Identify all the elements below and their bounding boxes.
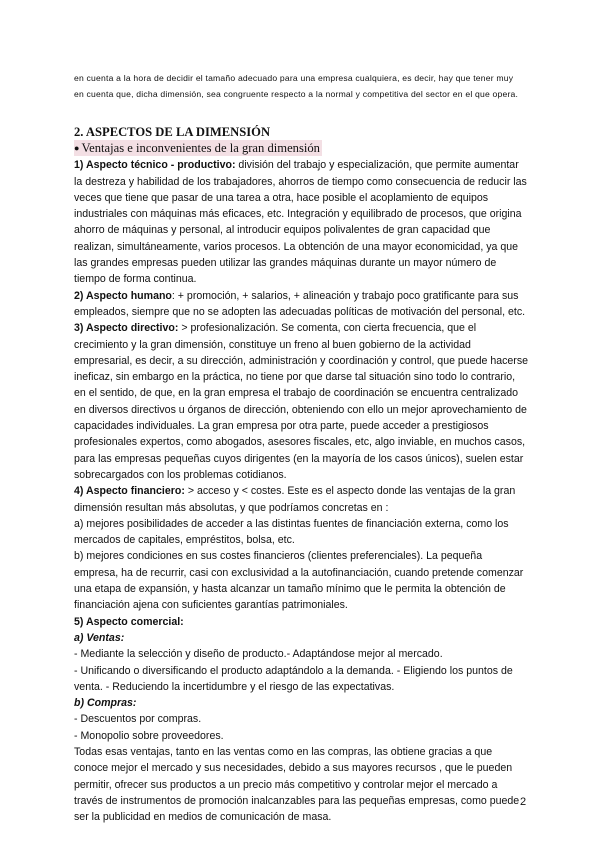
subsection-heading	[74, 140, 322, 156]
text-financiero: > acceso y < costes. Este es el aspecto donde las ventajas de la gran dimensión resultan más absolutas, y que podríamos concretas en :	[74, 485, 516, 514]
ventas-heading: a) Ventas:	[74, 631, 125, 644]
conclusion-paragraph: Todas esas ventajas, tanto en las ventas como en las compras, las obtiene gracias a que conoce mejor el mercado y sus necesidades, debido a sus mayores recursos , que le pueden permitir, ofrecer sus productos a un precio más competitivo y controlar mejor el mercado a través de instrumentos de promoción inalcanzables para las pequeñas empresas, como puede ser la publicidad en medios de comunicación de masa.	[74, 745, 520, 824]
intro-paragraph: en cuenta a la hora de decidir el tamaño adecuado para una empresa cualquiera, es decir, hay que tener muy en cuenta que, dicha dimensión, sea congruente respecto a la normal y competitiva del sector en el que opera.	[74, 73, 519, 99]
section-title: 2. ASPECTOS DE LA DIMENSIÓN	[74, 125, 271, 139]
financiero-item-b: b) mejores condiciones en sus costes financieros (clientes preferenciales). La pequeña empresa, ha de recurrir, casi con exclusividad a la autofinanciación, cuando pretende comenzar una etapa de expansión, y hasta alcanzar un tamaño mínimo que le permita la obtención de financiación ajena con suficientes garantías patrimoniales.	[74, 550, 524, 612]
compras-item: - Monopolio sobre proveedores.	[74, 729, 224, 742]
financiero-item-a: a) mejores posibilidades de acceder a las distintas fuentes de financiación externa, como los mercados de capitales, empréstitos, bolsa, etc.	[74, 517, 509, 547]
text-tecnico: división del trabajo y especialización, que permite aumentar la destreza y habilidad de los trabajadores, ahorros de tiempo como consecuencia de reducir las veces que tiene que pasar de una tarea a otra, hace posible el acoplamiento de equipos industriales con máquinas más eficaces, etc. Integración y equilibrado de procesos, que origina ahorro de máquinas y personal, al introducir equipos polivalentes de gran capacidad que realizan, simultáneamente, varios procesos. La obtención de una mayor economicidad, ya que las grandes empresas pueden utilizar las grandes máquinas durante un mayor número de tiempo de forma continua.	[74, 159, 527, 286]
bullet-icon: ●	[74, 143, 80, 153]
label-humano: 2) Aspecto humano	[74, 289, 172, 302]
ventas-item: - Mediante la selección y diseño de producto.- Adaptándose mejor al mercado.	[74, 648, 443, 661]
text-directivo: > profesionalización. Se comenta, con cierta frecuencia, que el crecimiento y la gran dimensión, constituye un freno al buen gobierno de la actividad empresarial, es decir, a su dirección, administración y coordinación y control, que puede hacerse ineficaz, sin embargo en la práctica, no tiene por que darse tal situación sino todo lo contrario, en el sentido, de que, en la gran empresa el trabajo de coordinación se encuentra centralizado en diversos directivos u órganos de dirección, obteniendo con ello un mejor aprovechamiento de capacidades individuales. La gran empresa por otra parte, puede acceder a prestigiosos profesionales expertos, como abogados, asesores fiscales, etc, algo inviable, en muchos casos, para las empresas pequeñas cuyos dirigentes (en la mayoría de los casos únicos), suelen estar sobrecargados con los problemas cotidianos.	[74, 322, 529, 481]
compras-heading: b) Compras:	[74, 697, 137, 710]
label-comercial: 5) Aspecto comercial:	[74, 615, 184, 628]
subsection-title: Ventajas e inconvenientes de la gran dimensión	[81, 141, 320, 155]
main-content	[74, 124, 529, 825]
label-directivo: 3) Aspecto directivo:	[74, 322, 179, 335]
text-humano: : + promoción, + salarios, + alineación y trabajo poco gratificante para sus empleados, siempre que no se adopten las adecuadas políticas de motivación del personal, etc.	[74, 289, 526, 318]
label-financiero: 4) Aspecto financiero:	[74, 485, 185, 498]
paragraph-financiero	[74, 483, 529, 516]
ventas-item: - Unificando o diversificando el producto adaptándolo a la demanda. - Eligiendo los puntos de venta. - Reduciendo la incertidumbre y el riesgo de las expectativas.	[74, 664, 513, 693]
compras-item: - Descuentos por compras.	[74, 713, 202, 726]
label-tecnico: 1) Aspecto técnico - productivo:	[74, 159, 236, 172]
paragraph-directivo	[74, 320, 529, 483]
page-number: 2	[520, 796, 527, 808]
paragraph-humano	[74, 288, 529, 321]
paragraph-tecnico	[74, 157, 529, 287]
